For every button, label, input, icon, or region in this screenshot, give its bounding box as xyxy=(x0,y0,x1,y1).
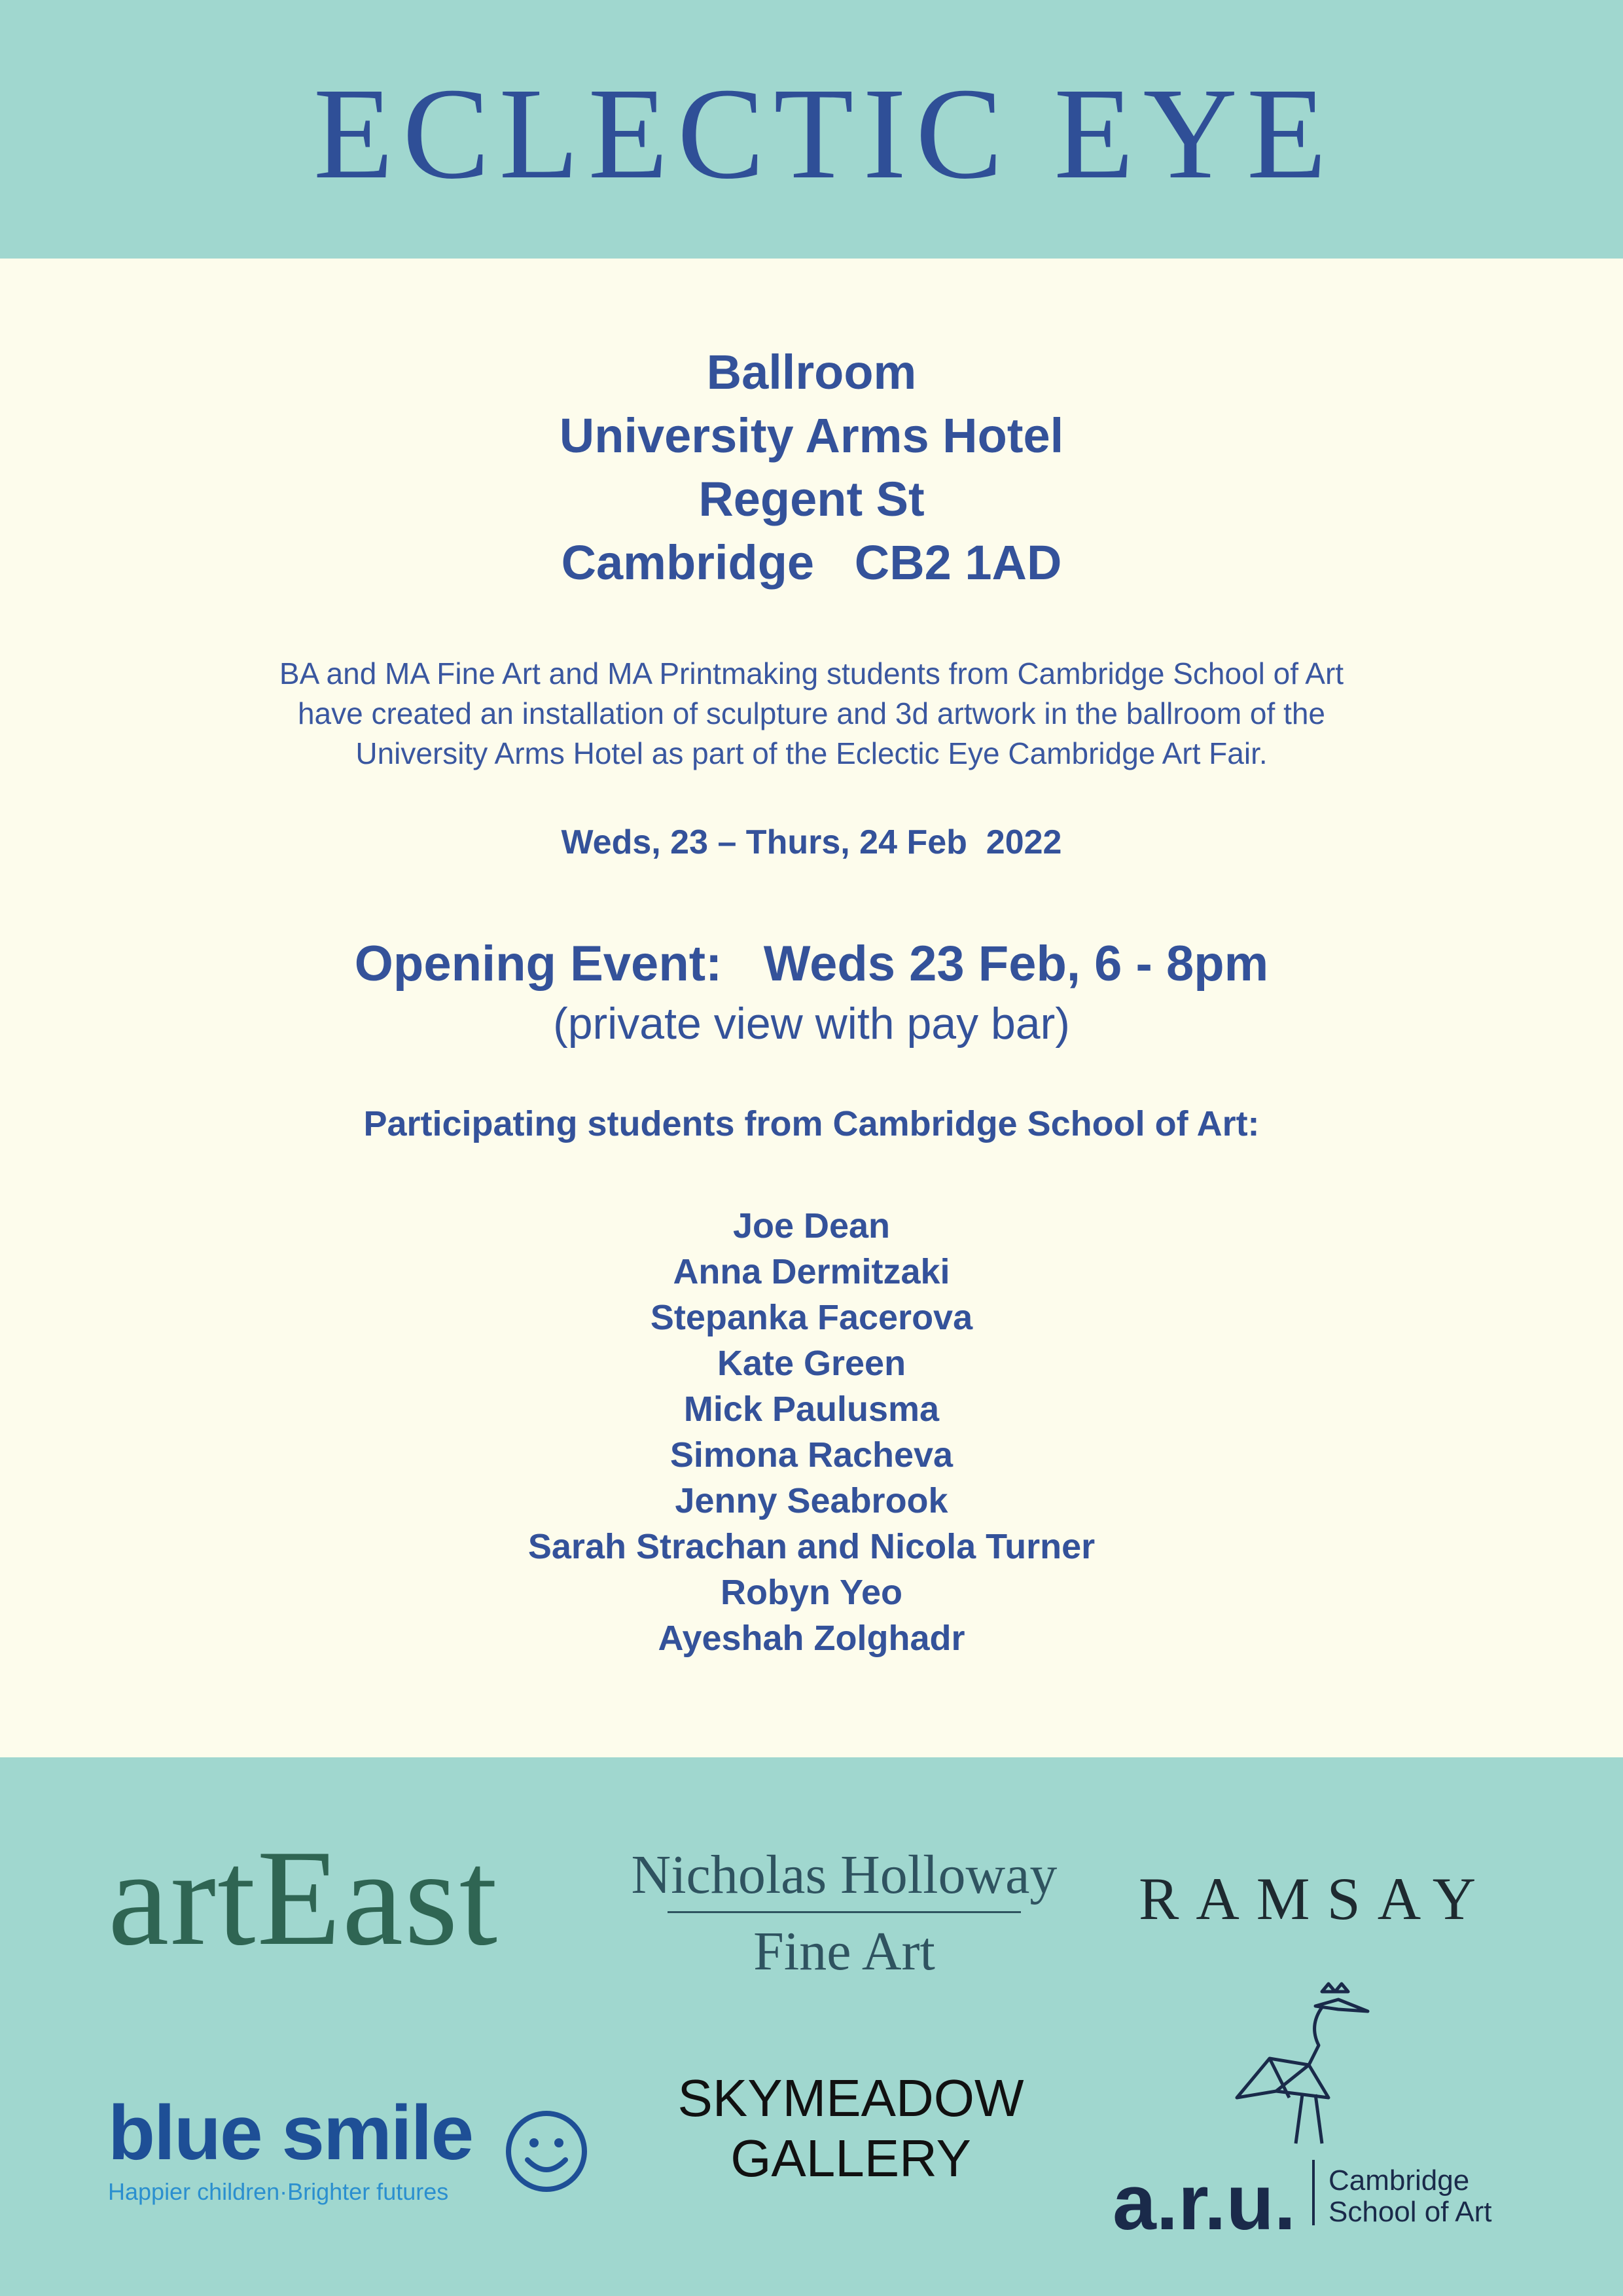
venue-line: Ballroom xyxy=(706,345,917,399)
venue-address xyxy=(0,340,1623,594)
opening-note: (private view with pay bar) xyxy=(553,999,1070,1049)
arteast-logo: artEast xyxy=(108,1822,499,1974)
bluesmile-name: blue smile xyxy=(108,2090,473,2176)
student-name: Robyn Yeo xyxy=(720,1573,903,1612)
skymeadow-logo xyxy=(628,2068,1073,2189)
opening-event: Opening Event: Weds 23 Feb, 6 - 8pm xyxy=(354,936,1269,992)
student-name: Ayeshah Zolghadr xyxy=(658,1619,965,1658)
description xyxy=(0,654,1623,774)
student-name: Anna Dermitzaki xyxy=(673,1252,950,1291)
ramsay-logo: RAMSAY xyxy=(1139,1865,1493,1932)
description-line: University Arms Hotel as part of the Eclectic Eye Cambridge Art Fair. xyxy=(355,736,1268,770)
student-list xyxy=(0,1203,1623,1661)
student-name: Jenny Seabrook xyxy=(675,1481,948,1520)
student-name: Mick Paulusma xyxy=(683,1390,940,1429)
venue-line: Regent St xyxy=(698,472,925,526)
event-dates: Weds, 23 – Thurs, 24 Feb 2022 xyxy=(561,823,1062,861)
nicholas-holloway-name: Nicholas Holloway xyxy=(631,1844,1058,1905)
student-name: Sarah Strachan and Nicola Turner xyxy=(527,1527,1096,1566)
aru-line: School of Art xyxy=(1329,2196,1492,2228)
description-line: have created an installation of sculpture and 3d artwork in the ballroom of the xyxy=(297,696,1326,730)
venue-line: University Arms Hotel xyxy=(559,408,1064,463)
participants-heading: Participating students from Cambridge School of Art: xyxy=(363,1104,1260,1143)
description-line: BA and MA Fine Art and MA Printmaking students from Cambridge School of Art xyxy=(279,656,1344,691)
student-name: Simona Racheva xyxy=(669,1435,954,1475)
venue-line: Cambridge CB2 1AD xyxy=(561,535,1062,590)
aru-school-name xyxy=(1329,2165,1491,2228)
aru-logo-mark: a.r.u. xyxy=(1113,2159,1296,2246)
skymeadow-line: GALLERY xyxy=(730,2129,971,2187)
smiley-icon xyxy=(504,2109,589,2194)
student-name: Kate Green xyxy=(717,1344,906,1383)
nicholas-holloway-rule xyxy=(668,1911,1021,1913)
student-name: Joe Dean xyxy=(732,1206,891,1246)
heron-crown-icon xyxy=(1230,1980,1387,2150)
aru-separator xyxy=(1312,2160,1315,2225)
skymeadow-line: SKYMEADOW xyxy=(677,2069,1024,2127)
bluesmile-logo xyxy=(108,2090,473,2206)
nicholas-holloway-logo xyxy=(628,1846,1060,1981)
aru-line: Cambridge xyxy=(1329,2164,1470,2197)
page-title: ECLECTIC EYE xyxy=(313,62,1336,206)
bluesmile-tagline: Happier children·Brighter futures xyxy=(108,2178,449,2205)
student-name: Stepanka Facerova xyxy=(650,1298,973,1337)
nicholas-holloway-subtitle: Fine Art xyxy=(753,1921,935,1982)
